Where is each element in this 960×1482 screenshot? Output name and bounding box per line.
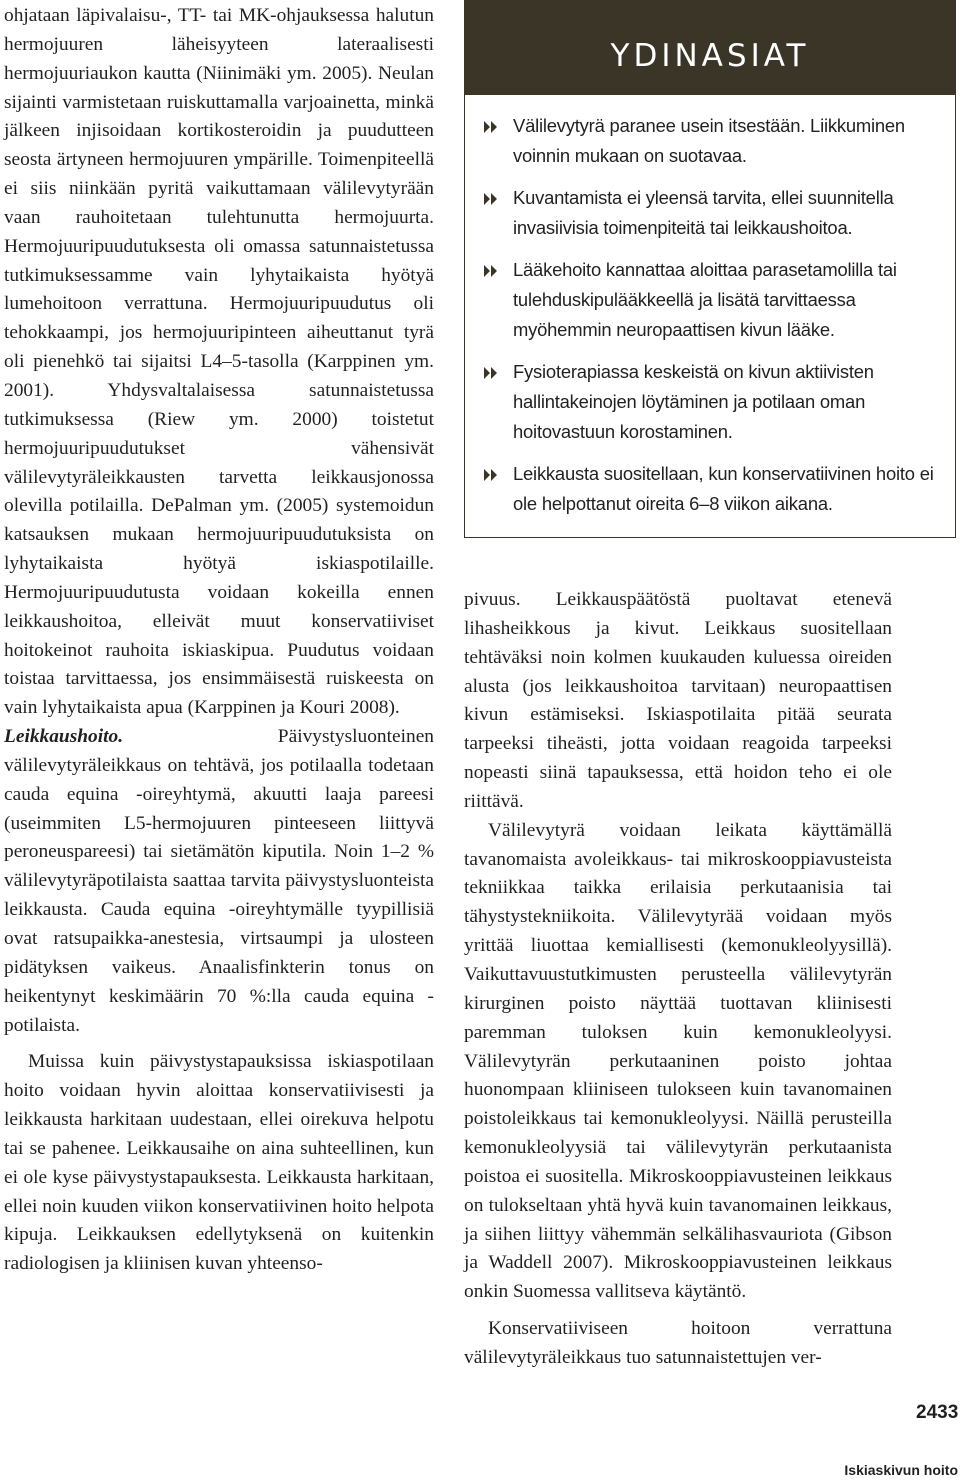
key-point-text: Leikkausta suositellaan, kun konservatiivinen hoito ei ole helpottanut oireita 6–8 viikon aikana.	[513, 463, 934, 514]
page-number: 2433	[916, 1402, 959, 1423]
body-paragraph-3: Muissa kuin päivystystapauksissa iskiaspotilaan hoito voidaan hyvin aloittaa konservatiivisesti ja leikkausta harkitaan uudestaan, ellei oirekuva helpotu tai se pahenee. Leikkausaihe on aina suhteellinen, kun ei ole kyse päivystystapauksesta. Leikkausta harkitaan, ellei noin kuuden viikon konservatiivinen hoito helpota kipuja. Leikkauksen edellytyksenä on kuitenkin radiologisen ja kliinisen kuvan yhteenso-	[4, 1051, 434, 1275]
key-points-title: YDINASIAT	[465, 1, 955, 95]
key-point-text: Välilevytyrä paranee usein itsestään. Liikkuminen voinnin mukaan on suotavaa.	[513, 115, 905, 166]
double-chevron-icon	[483, 111, 513, 134]
section-subheading: Leikkaushoito.	[4, 726, 124, 748]
key-point-item	[483, 111, 941, 171]
key-point-text: Fysioterapiassa keskeistä on kivun aktiivisten hallintakeinojen löytäminen ja potilaan oman hoitovastuun korostaminen.	[513, 361, 874, 442]
double-chevron-icon	[483, 255, 513, 278]
running-footer-title: Iskiaskivun hoito	[844, 1462, 958, 1478]
key-points-box	[464, 0, 956, 538]
key-points-list	[465, 95, 955, 519]
body-paragraph-6: Konservatiiviseen hoitoon verrattuna välilevytyräleikkaus tuo satunnaistettujen ver-	[464, 1318, 892, 1368]
body-paragraph-5: Välilevytyrä voidaan leikata käyttämällä tavanomaista avoleikkaus- tai mikroskooppiavusteista tekniikkaa taikka erilaisia perkutaanisia tai tähystystekniikoita. Välilevytyrää voidaan myös yrittää liuottaa kemiallisesti (kemonukleolyysillä). Vaikuttavuustutkimusten perusteella välilevytyrän kirurginen poisto näyttää tuottavan kliinisesti paremman tuloksen kuin kemonukleolyysi. Välilevytyrän perkutaaninen poisto johtaa huonompaan kliiniseen tulokseen kuin tavanomainen poistoleikkaus tai kemonukleolyysi. Näillä perusteilla kemonukleolyysiä tai välilevytyrän perkutaanista poistoa ei suositella. Mikroskooppiavusteinen leikkaus on tulokseltaan yhtä hyvä kuin tavanomainen leikkaus, ja siihen liittyy vähemmän selkälihasvauriota (Gibson ja Waddell 2007). Mikroskooppiavusteinen leikkaus onkin Suomessa vallitseva käytäntö.	[464, 819, 892, 1303]
body-paragraph-2	[4, 723, 434, 1040]
key-point-item	[483, 255, 941, 345]
key-point-item	[483, 357, 941, 447]
body-paragraph-4: pivuus. Leikkauspäätöstä puoltavat etenevä lihasheikkous ja kivut. Leikkaus suositellaan tehtäväksi noin kolmen kuukauden kuluessa oireiden alusta (jos leikkaushoitoa tarvitaan) neuropaattisen kivun estämiseksi. Iskiaspotilaita pitää seurata tarpeeksi tiheästi, jotta voidaan reagoida tarpeeksi nopeasti siinä tapauksessa, että hoidon teho ei ole riittävä.	[464, 589, 892, 812]
body-paragraph-1: ohjataan läpivalaisu-, TT- tai MK-ohjauksessa halutun hermojuuren läheisyyteen lateraalisesti hermojuuriaukon kautta (Niinimäki ym. 2005). Neulan sijainti varmistetaan ruiskuttamalla varjoainetta, minkä jälkeen injisoidaan kortikosteroidin ja puudutteen seosta ärtyneen hermojuuren ympärille. Toimenpiteellä ei siis niinkään pyritä vaikuttamaan välilevytyrään vaan rauhoitetaan tulehtunutta hermojuurta. Hermojuuripuudutuksesta oli omassa satunnaistetussa tutkimuksessamme vain lyhytaikaista hyötyä lumehoitoon verrattuna. Hermojuuripuudutus oli tehokkaampi, jos hermojuuripinteen aiheuttanut tyrä oli pienehkö tai sijaitsi L4–5-tasolla (Karppinen ym. 2001). Yhdysvaltalaisessa satunnaistetussa tutkimuksessa (Riew ym. 2000) toistetut hermojuuripuudutukset vähensivät välilevytyräleikkausten tarvetta leikkausjonossa olevilla potilailla. DePalman ym. (2005) systemoidun katsauksen mukaan hermojuuripuudutuksista on lyhytaikaista hyötyä iskiaspotilaille. Hermojuuripuudutusta voidaan kokeilla ennen leikkaushoitoa, elleivät muut konservatiiviset hoitokeinot rauhoita iskiaskipua. Puudutus voidaan toistaa tarvittaessa, jos ensimmäisestä ruiskeesta on vain lyhytaikaista apua (Karppinen ja Kouri 2008).	[4, 5, 434, 719]
double-chevron-icon	[483, 183, 513, 206]
body-paragraph-2-text: Päivystysluonteinen välilevytyräleikkaus on tehtävä, jos potilaalla todetaan cauda equina -oireyhtymä, akuutti laaja pareesi (useimmiten L5-hermojuuren pinteeseen liittyvä peroneuspareesi) tai sietämätön kiputila. Noin 1–2 % välilevytyräpotilaista saattaa tarvita päivystysluonteista leikkausta. Cauda equina -oireyhtymälle tyypillisiä ovat ratsupaikka-anestesia, virtsaumpi ja ulosteen pidätyksen vaikeus. Anaalisfinkterin tonus on heikentynyt keskimäärin 70 %:lla cauda equina -potilaista.	[4, 726, 434, 1036]
left-text-column	[4, 2, 434, 1279]
key-point-item	[483, 459, 941, 519]
double-chevron-icon	[483, 357, 513, 380]
key-point-text: Kuvantamista ei yleensä tarvita, ellei suunnitella invasiivisia toimenpiteitä tai leikkaushoitoa.	[513, 187, 894, 238]
double-chevron-icon	[483, 459, 513, 482]
key-point-text: Lääkehoito kannattaa aloittaa parasetamolilla tai tulehduskipulääkkeellä ja lisätä tarvittaessa myöhemmin neuropaattisen kivun lääke.	[513, 259, 897, 340]
right-text-column	[464, 586, 892, 1373]
key-point-item	[483, 183, 941, 243]
